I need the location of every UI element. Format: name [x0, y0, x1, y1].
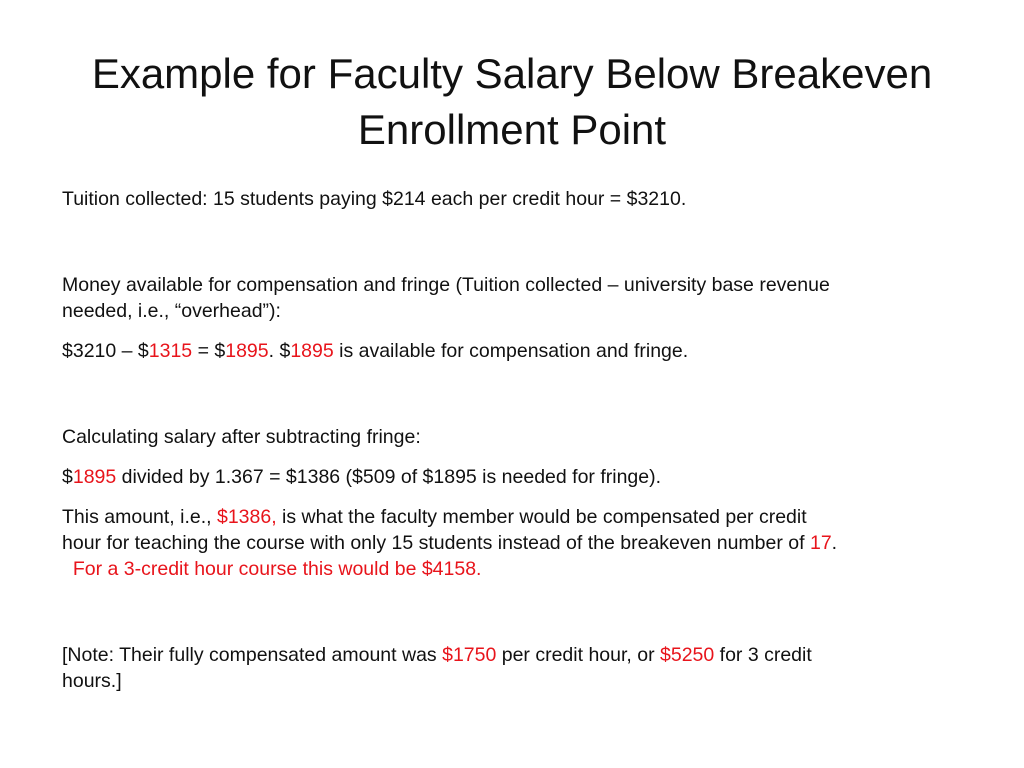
subtraction-text-a: $3210 – $	[62, 340, 149, 362]
compensation-line-2	[62, 530, 962, 556]
compensation-paragraph	[62, 504, 962, 582]
note-text-a: [Note: Their fully compensated amount was	[62, 644, 443, 666]
division-paragraph	[62, 464, 962, 490]
three-credit-course-line: For a 3-credit hour course this would be $4158.	[62, 558, 482, 580]
note-text-e: for 3 credit	[714, 644, 812, 666]
subtraction-paragraph	[62, 338, 962, 364]
compensation-line-1	[62, 504, 962, 530]
title-line-1: Example for Faculty Salary Below Breakeven	[91, 50, 933, 97]
three-credit-amount: $5250	[660, 644, 715, 666]
note-text-c: per credit hour, or	[496, 644, 660, 666]
available-value: 1895	[225, 340, 269, 362]
note-line-2: hours.]	[62, 670, 122, 692]
compensation-text-a: This amount, i.e.,	[62, 506, 217, 528]
subtraction-text-g: is available for compensation and fringe.	[333, 340, 689, 362]
note-line-1	[62, 642, 962, 668]
title-line-2: Enrollment Point	[357, 106, 667, 153]
compensation-value: $1386,	[216, 506, 277, 528]
available-value-repeat: 1895	[290, 340, 334, 362]
calculating-salary-heading: Calculating salary after subtracting fringe:	[62, 426, 421, 448]
money-available-line-2: needed, i.e., “overhead”):	[62, 300, 281, 322]
slide-body	[62, 186, 962, 694]
division-text-a: $	[62, 466, 73, 488]
note-paragraph	[62, 642, 962, 694]
subtraction-text-e: . $	[268, 340, 291, 362]
compensation-text-f: .	[831, 532, 838, 554]
compensation-text-c: is what the faculty member would be compensated per credit	[276, 506, 807, 528]
breakeven-number: 17	[809, 532, 832, 554]
compensation-text-d: hour for teaching the course with only 15 students instead of the breakeven number of	[62, 532, 810, 554]
money-available-line-1: Money available for compensation and fringe (Tuition collected – university base revenue	[62, 274, 830, 296]
tuition-paragraph: Tuition collected: 15 students paying $214 each per credit hour = $3210.	[62, 188, 687, 210]
division-available-value: 1895	[72, 466, 117, 488]
money-available-paragraph	[62, 272, 962, 324]
slide-title	[40, 46, 984, 158]
overhead-value: 1315	[148, 340, 193, 362]
per-credit-amount: $1750	[442, 644, 497, 666]
subtraction-text-c: = $	[192, 340, 226, 362]
division-text-c: divided by 1.367 = $1386 ($509 of $1895 is needed for fringe).	[116, 466, 662, 488]
